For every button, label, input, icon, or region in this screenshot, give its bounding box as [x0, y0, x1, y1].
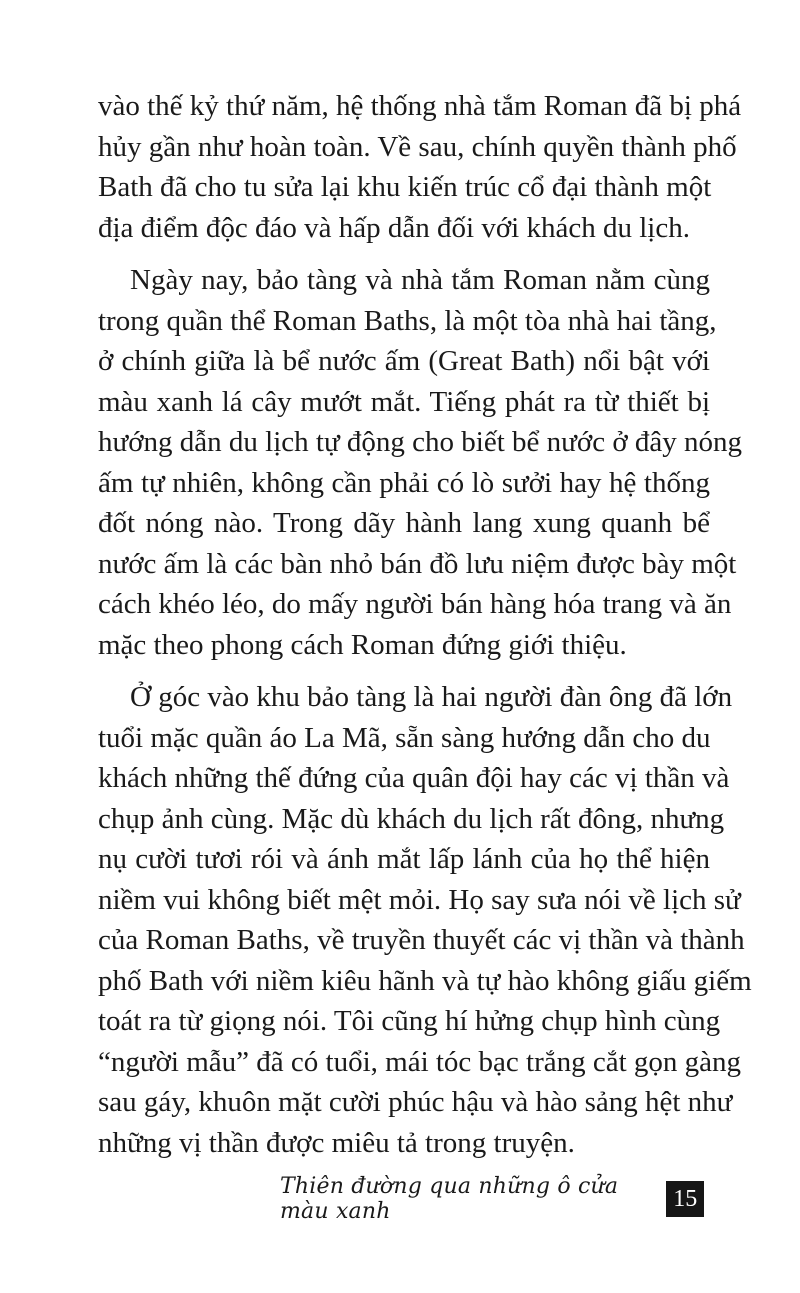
text-line: của Roman Baths, về truyền thuyết các vị thần và thành [98, 924, 745, 956]
text-line: ở chính giữa là bể nước ấm (Great Bath) nổi bật với [98, 345, 710, 377]
text-line: những vị thần được miêu tả trong truyện. [98, 1126, 575, 1159]
text-line: cách khéo léo, do mấy người bán hàng hóa trang và ăn [98, 588, 732, 620]
text-line: toát ra từ giọng nói. Tôi cũng hí hửng chụp hình cùng [98, 1005, 721, 1037]
paragraph-1 [98, 86, 742, 248]
text-line: khách những thế đứng của quân đội hay các vị thần và [98, 762, 730, 794]
text-line: đốt nóng nào. Trong dãy hành lang xung quanh bể [98, 507, 710, 539]
text-line: “người mẫu” đã có tuổi, mái tóc bạc trắng cắt gọn gàng [98, 1045, 742, 1078]
text-line: ấm tự nhiên, không cần phải có lò sưởi hay hệ thống [98, 466, 710, 499]
text-line: hướng dẫn du lịch tự động cho biết bể nước ở đây nóng [98, 426, 743, 458]
text-line: vào thế kỷ thứ năm, hệ thống nhà tắm Roman đã bị phá [98, 90, 742, 122]
text-line: địa điểm độc đáo và hấp dẫn đối với khách du lịch. [98, 211, 690, 244]
text-line: nước ấm là các bàn nhỏ bán đồ lưu niệm được bày một [98, 547, 737, 580]
text-line: Bath đã cho tu sửa lại khu kiến trúc cổ đại thành một [98, 171, 712, 203]
text-line: trong quần thể Roman Baths, là một tòa nhà hai tầng, [98, 304, 717, 337]
text-line: chụp ảnh cùng. Mặc dù khách du lịch rất đông, nhưng [98, 802, 725, 835]
page-number: 15 [666, 1181, 704, 1217]
text-line: Ở góc vào khu bảo tàng là hai người đàn ông đã lớn [130, 681, 733, 713]
text-line: màu xanh lá cây mướt mắt. Tiếng phát ra từ thiết bị [98, 385, 710, 418]
text-line: niềm vui không biết mệt mỏi. Họ say sưa nói về lịch sử [98, 883, 741, 916]
text-line: tuổi mặc quần áo La Mã, sẵn sàng hướng dẫn cho du [98, 721, 711, 754]
text-line: nụ cười tươi rói và ánh mắt lấp lánh của họ thể hiện [98, 843, 710, 875]
text-line: mặc theo phong cách Roman đứng giới thiệu. [98, 628, 627, 661]
running-book-title: Thiên đường qua những ô cửa màu xanh [280, 1174, 619, 1224]
text-line: hủy gần như hoàn toàn. Về sau, chính quyền thành phố [98, 130, 737, 163]
page-footer [280, 1174, 704, 1224]
text-line: phố Bath với niềm kiêu hãnh và tự hào không giấu giếm [98, 964, 752, 997]
paragraph-3 [98, 677, 752, 1163]
page-body [98, 86, 752, 1163]
text-line: sau gáy, khuôn mặt cười phúc hậu và hào sảng hệt như [98, 1086, 733, 1118]
paragraph-2 [98, 260, 743, 665]
text-line: Ngày nay, bảo tàng và nhà tắm Roman nằm cùng [130, 264, 710, 296]
